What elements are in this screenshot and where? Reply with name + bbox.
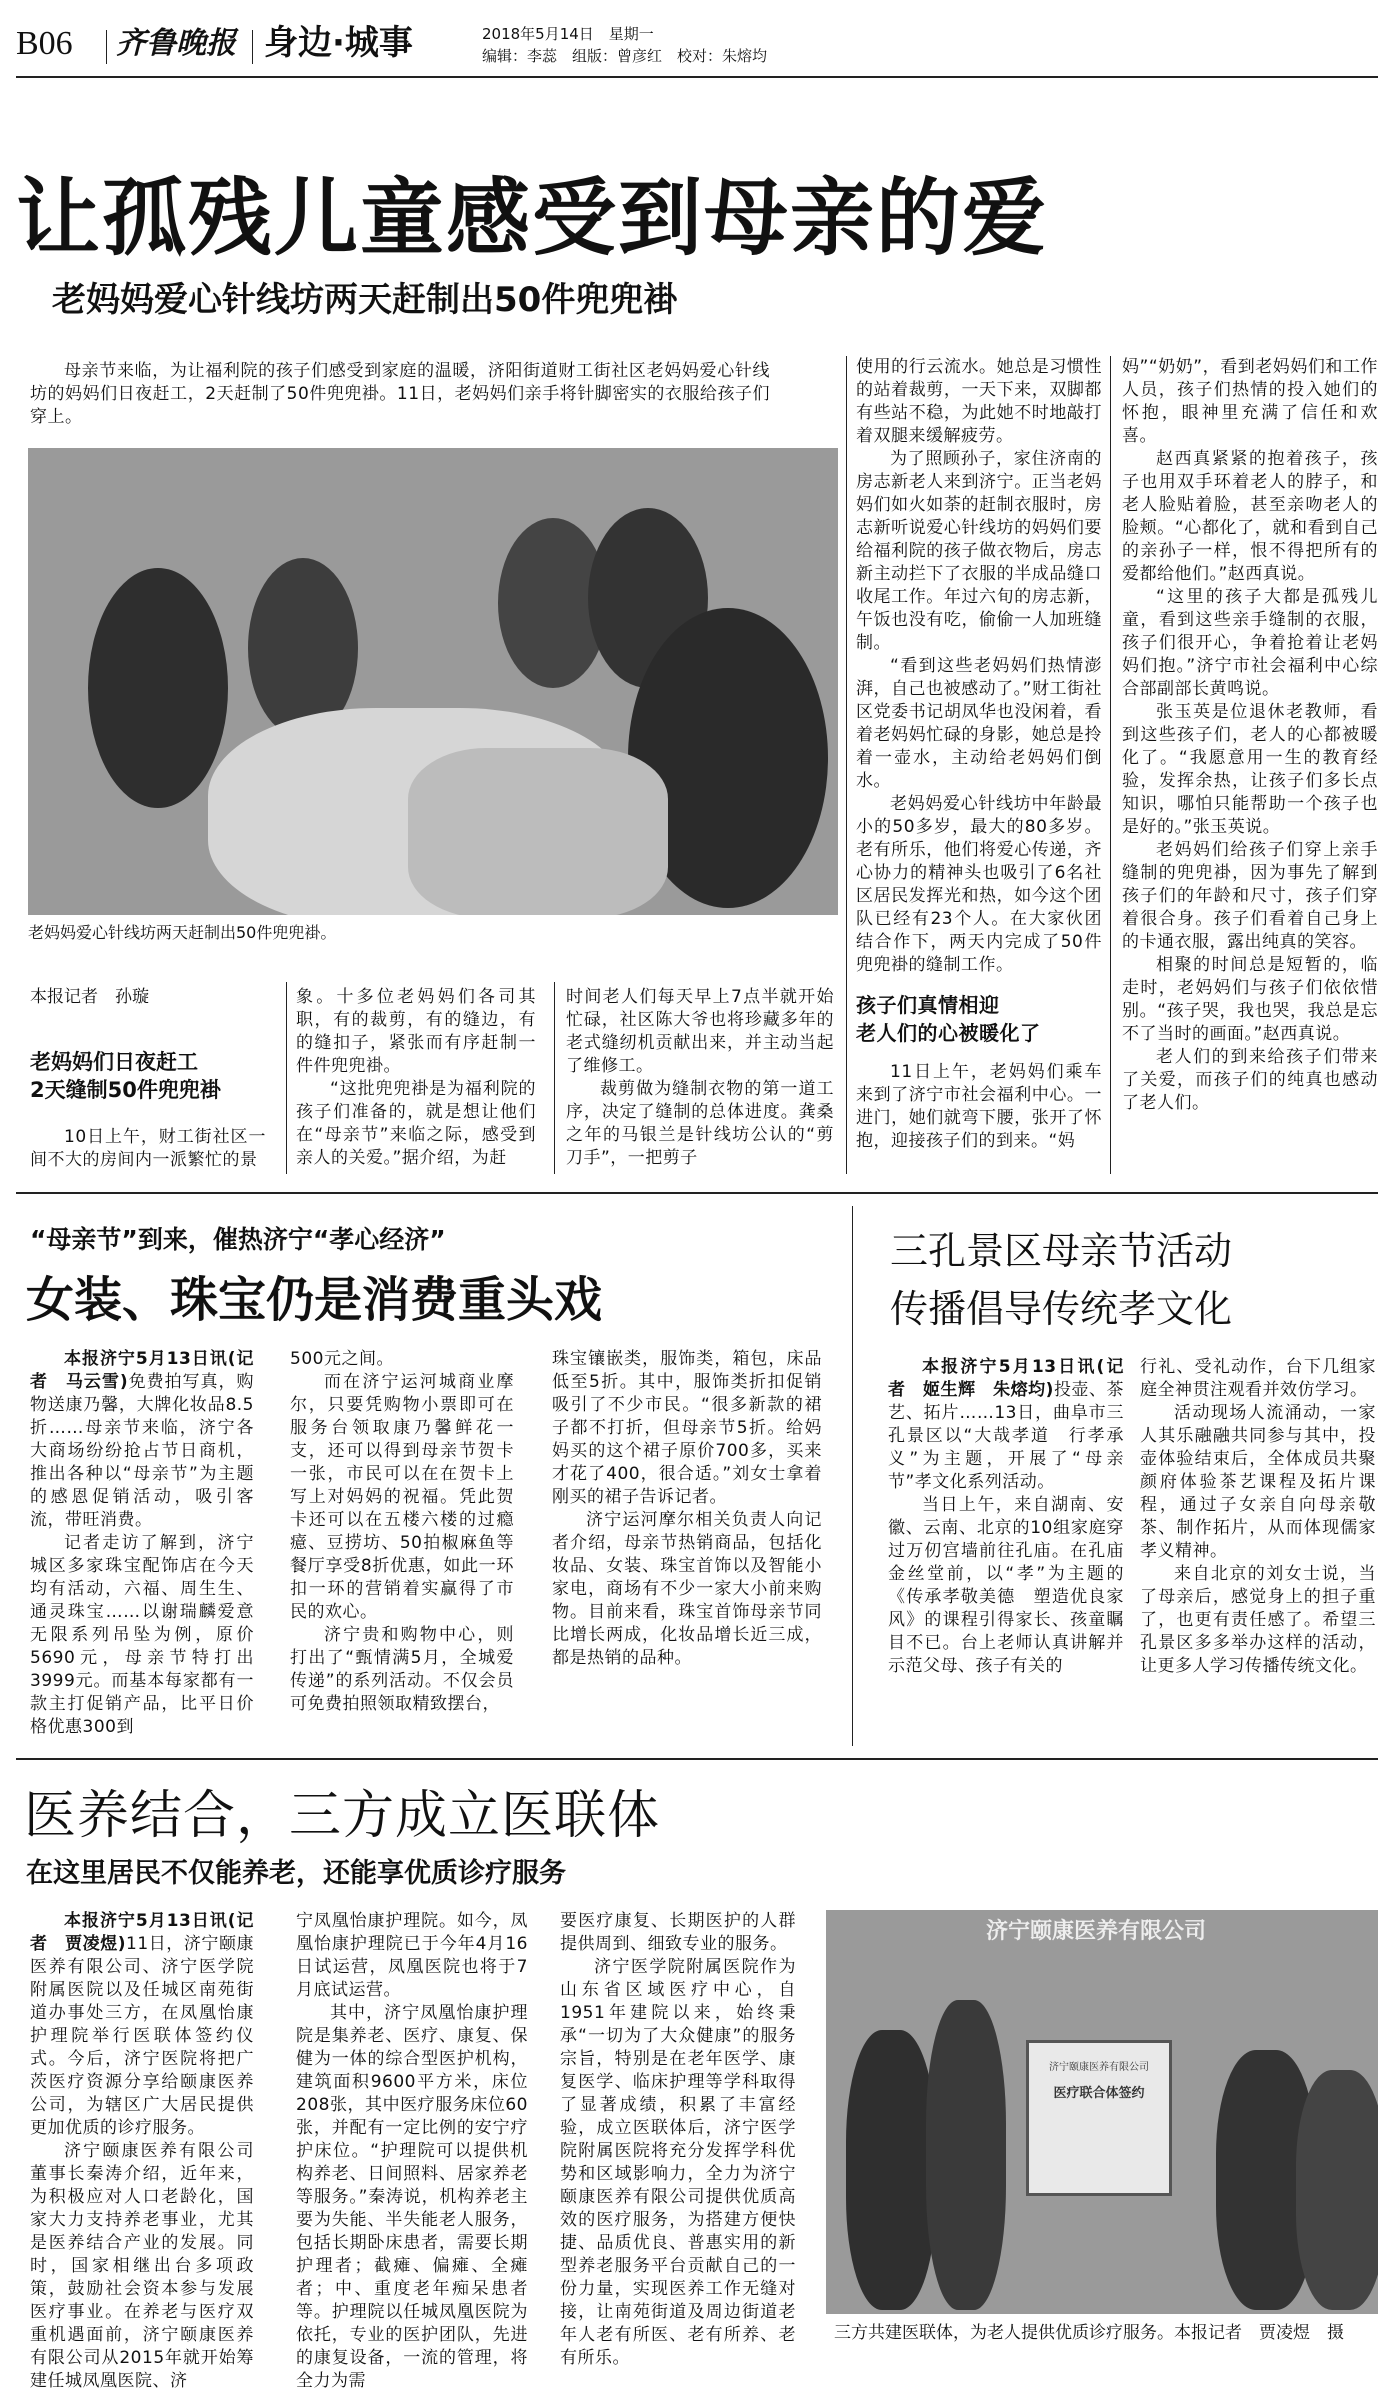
story1-subhead: 老妈妈爱心针线坊两天赶制出50件兜兜褂 [52, 280, 678, 320]
story4-photo-caption: 三方共建医联体，为老人提供优质诊疗服务。本报记者 贾凌煜 摄 [834, 2323, 1344, 2343]
page-number: B06 [16, 25, 73, 62]
paper-logo: 齐鲁晚报 [116, 26, 236, 61]
story4-col-c: 要医疗康复、长期医护的人群提供周到、细致专业的服务。 济宁医学院附属医院作为山东省区域医疗中心，自1951年建院以来，始终秉承“一切为了大众健康”的服务宗旨，特别是在老年医学、康复医学、临床护理等学科取得了显著成绩，积累了丰富经验，成立医联体后，济宁医学院附属医院将充分发挥学科优势和区域影响力，全力为济宁颐康医养有限公司提供优质高效的医疗服务，为搭建方便快捷、品质优良、普惠实用的新型养老服务平台贡献自己的一份力量，实现医养工作无缝对接，让南苑街道及周边街道老年人老有所医、老有所养、老有所乐。 [560, 1911, 796, 2368]
story3-headline: 三孔景区母亲节活动 传播倡导传统孝文化 [890, 1229, 1233, 1331]
story2-kicker: “母亲节”到来，催热济宁“孝心经济” [30, 1225, 446, 1254]
column-divider [286, 982, 287, 1174]
story1-col-b: 象。十多位老妈妈们各司其职，有的裁剪，有的缝边，有的缝扣子，紧张而有序赶制一件件兜兜褂。 “这批兜兜褂是为福利院的孩子们准备的，就是想让他们在“母亲节”来临之际，感受到亲人的关爱。”据介绍，为赶 [296, 987, 536, 1168]
section-title: 身边·城事 [264, 23, 413, 63]
editorial-staff: 编辑：李蕊 组版：曾彦红 校对：朱熔均 [482, 47, 768, 65]
story4-col-b: 宁凤凰怡康护理院。如今，凤凰怡康护理院已于今年4月16日试运营，凤凰医院也将于7月底试运营。 其中，济宁凤凰怡康护理院是集养老、医疗、康复、保健为一体的综合型医护机构，建筑面积9600平方米，床位208张，其中医疗服务床位60张，并配有一定比例的安宁疗护床位。“护理院可以提供机构养老、日间照料、居家养老等服务。”秦涛说，机构养老主要为失能、半失能老人服务，包括长期卧床患者，需要长期护理者；截瘫、偏瘫、全瘫者；中、重度老年痴呆患者等。护理院以任城凤凰医院为依托，专业的医护团队，先进的康复设备，一流的管理，将全力为需 [296, 1911, 528, 2391]
story1-col-d: 使用的行云流水。她总是习惯性的站着裁剪，一天下来，双脚都有些站不稳，为此她不时地敲打着双腿来缓解疲劳。 为了照顾孙子，家住济南的房志新老人来到济宁。正当老妈妈们如火如荼的赶制衣服时，房志新听说爱心针线坊的妈妈们要给福利院的孩子做衣物后，房志新主动拦下了衣服的半成品缝口收尾工作。年过六旬的房志新，午饭也没有吃，偷偷一人加班缝制。 “看到这些老妈妈们热情澎湃，自己也被感动了。”财工街社区党委书记胡凤华也没闲着，看着老妈妈忙碌的身影，她总是拎着一壶水，主动给老妈妈们倒水。 老妈妈爱心针线坊中年龄最小的50多岁，最大的80多岁。老有所乐，他们将爱心传递，齐心协力的精神头也吸引了6名社区居民发挥光和热，如今这个团队已经有23个人。在大家伙团结合作下，两天内完成了50件兜兜褂的缝制工作。 孩子们真情相迎 老人们的心被暖化了 11日上午，老妈妈们乘车来到了济宁市社会福利中心。一进门，她们就弯下腰，张开了怀抱，迎接孩子们的到来。“妈 [856, 357, 1102, 1151]
story3-col-b: 行礼、受礼动作，台下几组家庭全神贯注观看并效仿学习。 活动现场人流涌动，一家人其乐融融共同参与其中，投壶体验结束后，全体成员共聚颜府体验茶艺课程及拓片课程，通过子女亲自向母亲敬茶、制作拓片，从而体现儒家孝义精神。 来自北京的刘女士说，当了母亲后，感觉身上的担子重了，也更有责任感了。希望三孔景区多多举办这样的活动，让更多人学习传播传统文化。 [1140, 1357, 1376, 1676]
story4-photo [826, 1910, 1378, 2314]
story1-byline: 本报记者 孙璇 [30, 987, 149, 1007]
photo-placard: 济宁颐康医养有限公司 医疗联合体签约 [1026, 2040, 1172, 2196]
section-rule [16, 1192, 1378, 1194]
story1-headline: 让孤残儿童感受到母亲的爱 [16, 169, 1049, 267]
issue-date: 2018年5月14日 星期一 [482, 25, 654, 43]
column-divider [554, 982, 555, 1174]
story4-subhead: 在这里居民不仅能养老，还能享优质诊疗服务 [26, 1858, 566, 1889]
masthead-divider [106, 30, 107, 64]
story1-col-c: 时间老人们每天早上7点半就开始忙碌，社区陈大爷也将珍藏多年的老式缝纫机贡献出来，并主动当起了维修工。 裁剪做为缝制衣物的第一道工序，决定了缝制的总体进度。龚桑之年的马银兰是针线坊公认的“剪刀手”，一把剪子 [566, 987, 834, 1168]
photo-banner: 济宁颐康医养有限公司 [986, 1919, 1207, 1944]
story1-lead: 母亲节来临，为让福利院的孩子们感受到家庭的温暖，济阳街道财工街社区老妈妈爱心针线坊的妈妈们日夜赶工，2天赶制了50件兜兜褂。11日，老妈妈们亲手将针脚密实的衣服给孩子们穿上。 [30, 361, 770, 427]
masthead-divider [252, 30, 253, 64]
story2-col-a: 本报济宁5月13日讯(记者 马云雪)免费拍写真，购物送康乃馨，大牌化妆品8.5折……母亲节来临，济宁各大商场纷纷抢占节日商机，推出各种以“母亲节”为主题的感恩促销活动，吸引客流，带旺消费。 记者走访了解到，济宁城区多家珠宝配饰店在今天均有活动，六福、周生生、通灵珠宝……以谢瑞麟爱意无限系列吊坠为例，原价5690元，母亲节特打出3999元。而基本每家都有一款主打促销产品，比平日价格优惠300到 [30, 1349, 254, 1737]
column-divider [846, 356, 847, 1174]
story4-headline: 医养结合，三方成立医联体 [24, 1786, 661, 1846]
story3-col-a: 本报济宁5月13日讯(记者 姬生辉 朱熔均)投壶、茶艺、拓片……13日，曲阜市三孔景区以“大哉孝道 行孝承义”为主题，开展了“母亲节”孝文化系列活动。 当日上午，来自湖南、安徽、云南、北京的10组家庭穿过万仞宫墙前往孔庙。在孔庙金丝堂前，以“孝”为主题的《传承孝敬美德 塑造优良家风》的课程引得家长、孩童瞩目不已。台上老师认真讲解并示范父母、孩子有关的 [888, 1357, 1124, 1676]
story1-subtitle-2: 孩子们真情相迎 老人们的心被暖化了 [856, 993, 1041, 1045]
story1-subtitle-1: 老妈妈们日夜赶工 2天缝制50件兜兜褂 [30, 1050, 221, 1102]
column-divider [1110, 356, 1111, 1174]
story1-photo-caption: 老妈妈爱心针线坊两天赶制出50件兜兜褂。 [28, 923, 337, 942]
story1-col-e: 妈”“奶奶”，看到老妈妈们和工作人员，孩子们热情的投入她们的怀抱，眼神里充满了信任和欢喜。 赵西真紧紧的抱着孩子，孩子也用双手环着老人的脖子，和老人脸贴着脸，甚至亲吻老人的脸颊。“心都化了，就和看到自己的亲孙子一样，恨不得把所有的爱都给他们。”赵西真说。 “这里的孩子大都是孤残儿童，看到这些亲手缝制的衣服，孩子们很开心，争着抢着让老妈妈们抱。”济宁市社会福利中心综合部副部长黄鸣说。 张玉英是位退休老教师，看到这些孩子们，老人的心都被暖化了。“我愿意用一生的教育经验，发挥余热，让孩子们多长点知识，哪怕只能帮助一个孩子也是好的。”张玉英说。 老妈妈们给孩子们穿上亲手缝制的兜兜褂，因为事先了解到孩子们的年龄和尺寸，孩子们穿着很合身。孩子们看着自己身上的卡通衣服，露出纯真的笑容。 相聚的时间总是短暂的，临走时，老妈妈们与孩子们依依惜别。“孩子哭，我也哭，我总是忘不了当时的画面。”赵西真说。 老人们的到来给孩子们带来了关爱，而孩子们的纯真也感动了老人们。 [1122, 357, 1378, 1113]
story2-headline: 女装、珠宝仍是消费重头戏 [26, 1272, 603, 1328]
section-rule [16, 1758, 1378, 1760]
story1-col-a: 10日上午，财工街社区一间不大的房间内一派繁忙的景 [30, 1127, 266, 1170]
story2-col-b: 500元之间。 而在济宁运河城商业摩尔，只要凭购物小票即可在服务台领取康乃馨鲜花一支，还可以得到母亲节贺卡一张，市民可以在在贺卡上写上对妈妈的祝福。凭此贺卡还可以在五楼六楼的过瘾癔、豆捞坊、50拍椒麻鱼等餐厅享受8折优惠，如此一环扣一环的营销着实赢得了市民的欢心。 济宁贵和购物中心，则打出了“甄情满5月，全城爱传递”的系列活动。不仅会员可免费拍照领取精致摆台， [290, 1349, 514, 1714]
masthead-rule [16, 76, 1378, 78]
story1-photo [28, 448, 838, 915]
story2-col-c: 珠宝镶嵌类，服饰类，箱包，床品低至5折。其中，服饰类折扣促销吸引了不少市民。“很多新款的裙子都不打折，但母亲节5折。给妈妈买的这个裙子原价700多，买来才花了400，很合适。”刘女士拿着刚买的裙子告诉记者。 济宁运河摩尔相关负责人向记者介绍，母亲节热销商品，包括化妆品、女装、珠宝首饰以及智能小家电，商场有不少一家大小前来购物。目前来看，珠宝首饰母亲节同比增长两成，化妆品增长近三成，都是热销的品种。 [552, 1349, 822, 1668]
story4-col-a: 本报济宁5月13日讯(记者 贾凌煜)11日，济宁颐康医养有限公司、济宁医学院附属医院以及任城区南苑街道办事处三方，在凤凰怡康护理院举行医联体签约仪式。今后，济宁医院将把广茨医疗资源分享给颐康医养公司，为辖区广大居民提供更加优质的诊疗服务。 济宁颐康医养有限公司董事长秦涛介绍，近年来，为积极应对人口老龄化，国家大力支持养老事业，尤其是医养结合产业的发展。同时，国家相继出台多项政策，鼓励社会资本参与发展医疗事业。在养老与医疗双重机遇面前，济宁颐康医养有限公司从2015年就开始筹建任城凤凰医院、济 [30, 1911, 254, 2391]
story-divider [852, 1206, 853, 1746]
